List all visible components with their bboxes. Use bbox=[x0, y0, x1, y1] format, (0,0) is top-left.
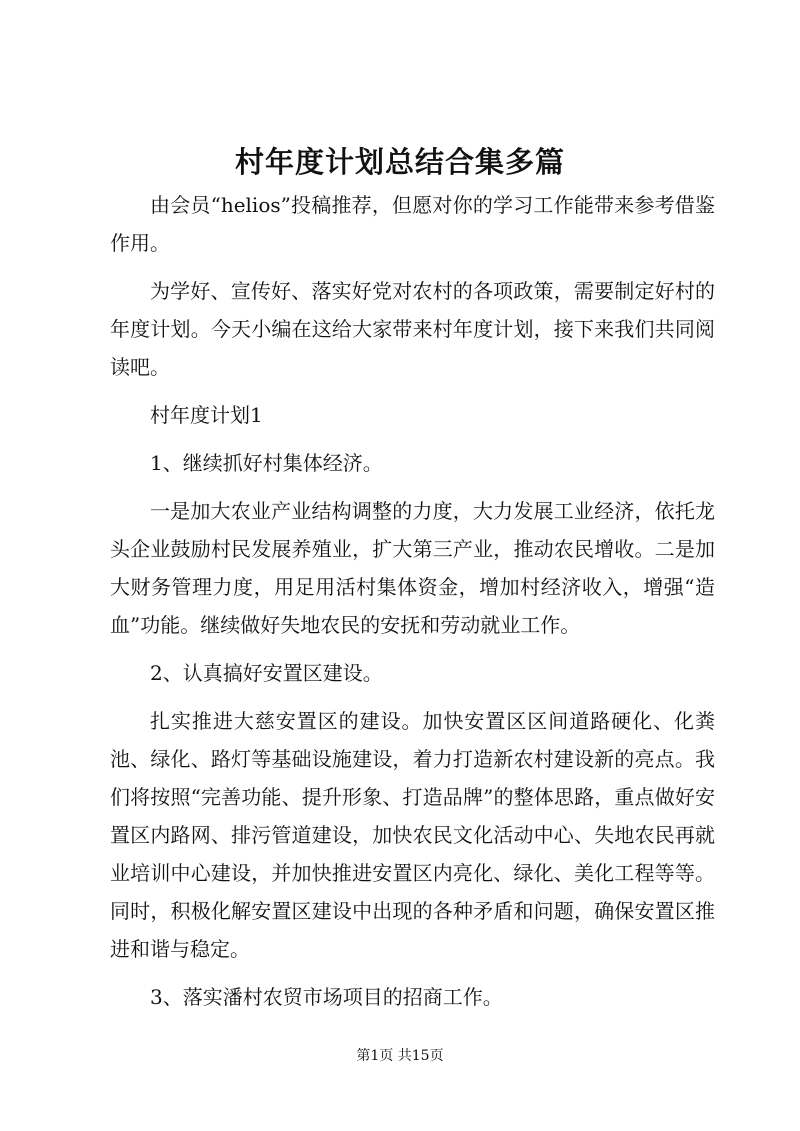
page-number: 第1页 共15页 bbox=[356, 1048, 444, 1064]
preface-paragraph: 为学好、宣传好、落实好党对农村的各项政策，需要制定好村的年度计划。今天小编在这给大家带来村年度计划，接下来我们共同阅读吧。 bbox=[110, 279, 715, 379]
document-body bbox=[110, 186, 715, 1026]
item-heading-3: 3、落实潘村农贸市场项目的招商工作。 bbox=[150, 985, 503, 1009]
section-heading: 村年度计划1 bbox=[150, 403, 263, 427]
item-heading-2: 2、认真搞好安置区建设。 bbox=[150, 661, 383, 685]
item-body-1: 一是加大农业产业结构调整的力度，大力发展工业经济，依托龙头企业鼓励村民发展养殖业，扩大第三产业，推动农民增收。二是加大财务管理力度，用足用活村集体资金，增加村经济收入，增强“造血”功能。继续做好失地农民的安抚和劳动就业工作。 bbox=[110, 499, 715, 637]
intro-paragraph: 由会员“helios”投稿推荐，但愿对你的学习工作能带来参考借鉴作用。 bbox=[110, 193, 715, 255]
document-title: 村年度计划总结合集多篇 bbox=[234, 145, 565, 179]
item-body-2: 扎实推进大慈安置区的建设。加快安置区区间道路硬化、化粪池、绿化、路灯等基础设施建设，着力打造新农村建设新的亮点。我们将按照“完善功能、提升形象、打造品牌”的整体思路，重点做好安置区内路网、排污管道建设，加快农民文化活动中心、失地农民再就业培训中心建设，并加快推进安置区内亮化、绿化、美化工程等等。同时，积极化解安置区建设中出现的各种矛盾和问题，确保安置区推进和谐与稳定。 bbox=[110, 709, 715, 961]
item-heading-1: 1、继续抓好村集体经济。 bbox=[150, 451, 383, 475]
